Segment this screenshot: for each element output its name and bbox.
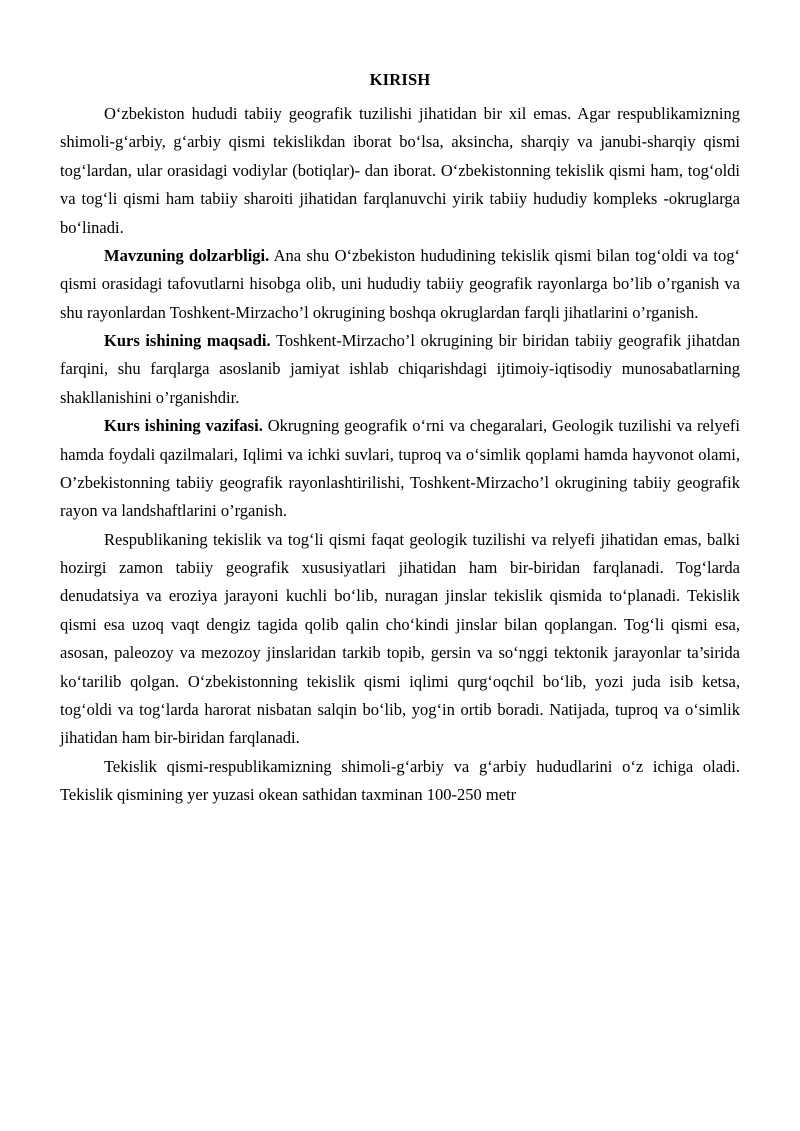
paragraph-goal — [60, 327, 740, 412]
paragraph-body-1 — [60, 526, 740, 753]
paragraph-text: Tekislik qismi-respublikamizning shimoli-g‘arbiy va g‘arbiy hududlarini o‘z ichiga oladi. Tekislik qismining yer yuzasi okean sathidan taxminan 100-250 metr — [60, 756, 740, 805]
paragraph-lead: Kurs ishining vazifasi. — [104, 416, 263, 436]
paragraph-text: O‘zbekiston hududi tabiiy geografik tuzilishi jihatidan bir xil emas. Agar respublikamizning shimoli-g‘arbiy, g‘arbiy qismi tekislikdan iborat bo‘lsa, aksincha, sharqiy va janubi-sharqiy qismi tog‘lardan, ular orasidagi vodiylar (botiqlar)- dan iborat. O‘zbekistonning tekislik qismi ham, tog‘oldi va tog‘li qismi ham tabiiy sharoiti jihatidan farqlanuvchi yirik tabiiy hududiy kompleks -okruglarga bo‘linadi. — [60, 104, 740, 237]
page-title: KIRISH — [369, 70, 431, 89]
paragraph-lead: Kurs ishining maqsadi. — [104, 331, 271, 351]
paragraph-text: Respublikaning tekislik va tog‘li qismi faqat geologik tuzilishi va relyefi jihatidan emas, balki hozirgi zamon tabiiy geografik xususiyatlari jihatidan ham bir-biridan farqlanadi. Tog‘larda denudatsiya va eroziya jarayoni kuchli bo‘lib, nuragan jinslar tekislik qismida to‘planadi. Tekislik qismi esa uzoq vaqt dengiz tagida qolib qalin cho‘kindi jinslar bilan qoplangan. Tog‘li qismi esa, asosan, paleozoy va mezozoy jinslaridan tarkib topib, gersin va so‘nggi tektonik jarayonlar ta’sirida ko‘tarilib qolgan. O‘zbekistonning tekislik qismi iqlimi qurg‘oqchil bo‘lib, yozi juda isib ketsa, tog‘oldi va tog‘larda harorat nisbatan salqin bo‘lib, yog‘in ortib boradi. Natijada, tuproq va o‘simlik jihatidan ham bir-biridan farqlanadi. — [60, 529, 740, 748]
paragraph-text: Ana shu O‘zbekiston hududining tekislik qismi bilan tog‘oldi va tog‘ qismi orasidagi tafovutlarni hisobga olib, uni hududiy tabiiy geografik rayonlarga bo’lib o’rganish va shu rayonlardan Toshkent-Mirzacho’l okrugining boshqa okruglardan farqli jihatlarini o’rganish. — [60, 245, 740, 322]
paragraph-text: Toshkent-Mirzacho’l okrugining bir biridan tabiiy geografik jihatdan farqini, shu farqlarga asoslanib jamiyat ishlab chiqarishdagi ijtimoiy-iqtisodiy munosabatlarning shakllanishini o’rganishdir. — [60, 331, 740, 407]
paragraph-intro — [60, 100, 740, 242]
paragraph-text: Okrugning geografik o‘rni va chegaralari, Geologik tuzilishi va relyefi hamda foydali qazilmalari, Iqlimi va ichki suvlari, tuproq va o‘simlik qoplami hamda hayvonot olami, O’zbekistonning tabiiy geografik rayonlashtirilishi, Toshkent-Mirzacho’l okrugining tabiiy geografik rayon va landshaftlarini o’rganish. — [60, 416, 740, 521]
paragraph-tasks — [60, 412, 740, 526]
paragraph-body-2 — [60, 753, 740, 810]
paragraph-lead: Mavzuning dolzarbligi. — [104, 245, 270, 265]
paragraph-relevance — [60, 242, 740, 327]
